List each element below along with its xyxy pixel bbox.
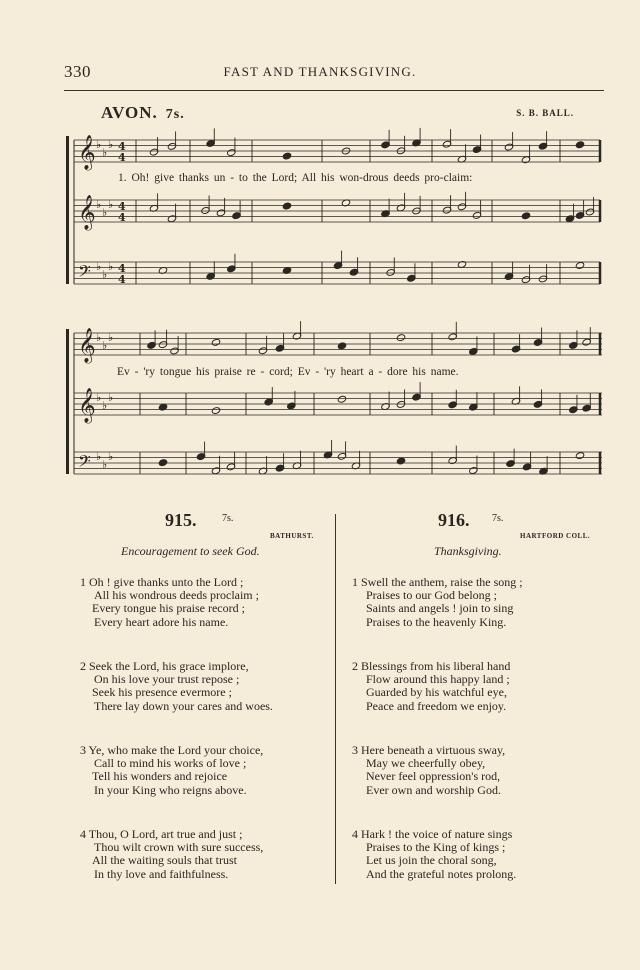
stanza-915-3: 3 Ye, who make the Lord your choice, Call to mind his works of love ; Tell his wonders and rejoice In your King who reigns above. (80, 743, 264, 797)
svg-text:♭: ♭ (96, 260, 102, 273)
column-divider (335, 514, 336, 884)
lyric-line-1: 1. Oh! give thanks un - to the Lord; All his won-drous deeds pro-claim: (118, 172, 473, 184)
hymn-title-915: Encouragement to seek God. (121, 544, 260, 558)
stanza-915-4: 4 Thou, O Lord, art true and just ; Thou wilt crown with sure success, All the waiting souls that trust In thy love and faithfulness. (80, 827, 264, 881)
svg-text:♭: ♭ (102, 458, 108, 471)
svg-text:4: 4 (118, 262, 126, 275)
stanza-915-1: 1 Oh ! give thanks unto the Lord ; All his wondrous deeds proclaim ; Every tongue his praise record ; Every heart adore his name. (80, 575, 259, 629)
stanza-916-2: 2 Blessings from his liberal hand Flow around this happy land ; Guarded by his watchful eye, Peace and freedom we enjoy. (352, 659, 511, 713)
music-system-1 (66, 128, 600, 286)
svg-text:♭: ♭ (102, 146, 108, 159)
svg-text:♭: ♭ (96, 450, 102, 463)
lyric-line-2: Ev - 'ry tongue his praise re - cord; Ev - 'ry heart a - dore his name. (117, 366, 459, 378)
svg-text:4: 4 (118, 200, 126, 213)
svg-text:♭: ♭ (96, 138, 102, 151)
svg-text:4: 4 (118, 151, 126, 164)
hymn-number-915: 915. (165, 510, 197, 530)
svg-text:𝄞: 𝄞 (78, 195, 96, 230)
svg-text:♭: ♭ (102, 399, 108, 412)
svg-text:4: 4 (118, 211, 126, 224)
svg-text:𝄞: 𝄞 (78, 328, 96, 363)
hymn-number-916: 916. (438, 510, 470, 530)
svg-text:♭: ♭ (102, 268, 108, 281)
stanza-916-3: 3 Here beneath a virtuous sway, May we cheerfully obey, Never feel oppression's rod, Ever own and worship God. (352, 743, 506, 797)
svg-text:♭: ♭ (102, 339, 108, 352)
page-number: 330 (64, 62, 91, 81)
svg-text:♭: ♭ (96, 331, 102, 344)
svg-text:4: 4 (118, 140, 126, 153)
tune-meter: 7s. (165, 107, 185, 122)
music-system-2 (66, 321, 602, 475)
svg-text:♭: ♭ (102, 206, 108, 219)
stanza-916-4: 4 Hark ! the voice of nature sings Praises to the King of kings ; Let us join the choral song, And the grateful notes prolong. (352, 827, 517, 881)
hymn-meter-915: 7s. (222, 513, 234, 524)
svg-text:♭: ♭ (108, 450, 114, 463)
hymn-title-916: Thanksgiving. (434, 544, 502, 558)
svg-text:♭: ♭ (108, 138, 114, 151)
hymn-tune-915: BATHURST. (270, 532, 314, 540)
svg-text:𝄞: 𝄞 (78, 135, 96, 170)
hymn-meter-916: 7s. (492, 513, 504, 524)
svg-text:𝄢: 𝄢 (78, 451, 91, 475)
hymn-tune-916: HARTFORD COLL. (520, 532, 591, 540)
stanza-916-1: 1 Swell the anthem, raise the song ; Praises to our God belong ; Saints and angels ! join to sing Praises to the heavenly King. (352, 575, 523, 629)
svg-text:4: 4 (118, 273, 126, 286)
svg-text:𝄢: 𝄢 (78, 261, 91, 285)
svg-text:♭: ♭ (108, 331, 114, 344)
svg-text:♭: ♭ (96, 391, 102, 404)
running-title: FAST AND THANKSGIVING. (223, 64, 417, 79)
svg-text:♭: ♭ (108, 198, 114, 211)
stanza-915-2: 2 Seek the Lord, his grace implore, On his love your trust repose ; Seek his presence evermore ; There lay down your cares and woes. (80, 659, 273, 713)
svg-text:𝄞: 𝄞 (78, 388, 96, 423)
tune-name: AVON. (101, 103, 158, 122)
svg-text:♭: ♭ (96, 198, 102, 211)
svg-text:♭: ♭ (108, 260, 114, 273)
tune-composer: S. B. BALL. (516, 108, 574, 118)
svg-text:♭: ♭ (108, 391, 114, 404)
